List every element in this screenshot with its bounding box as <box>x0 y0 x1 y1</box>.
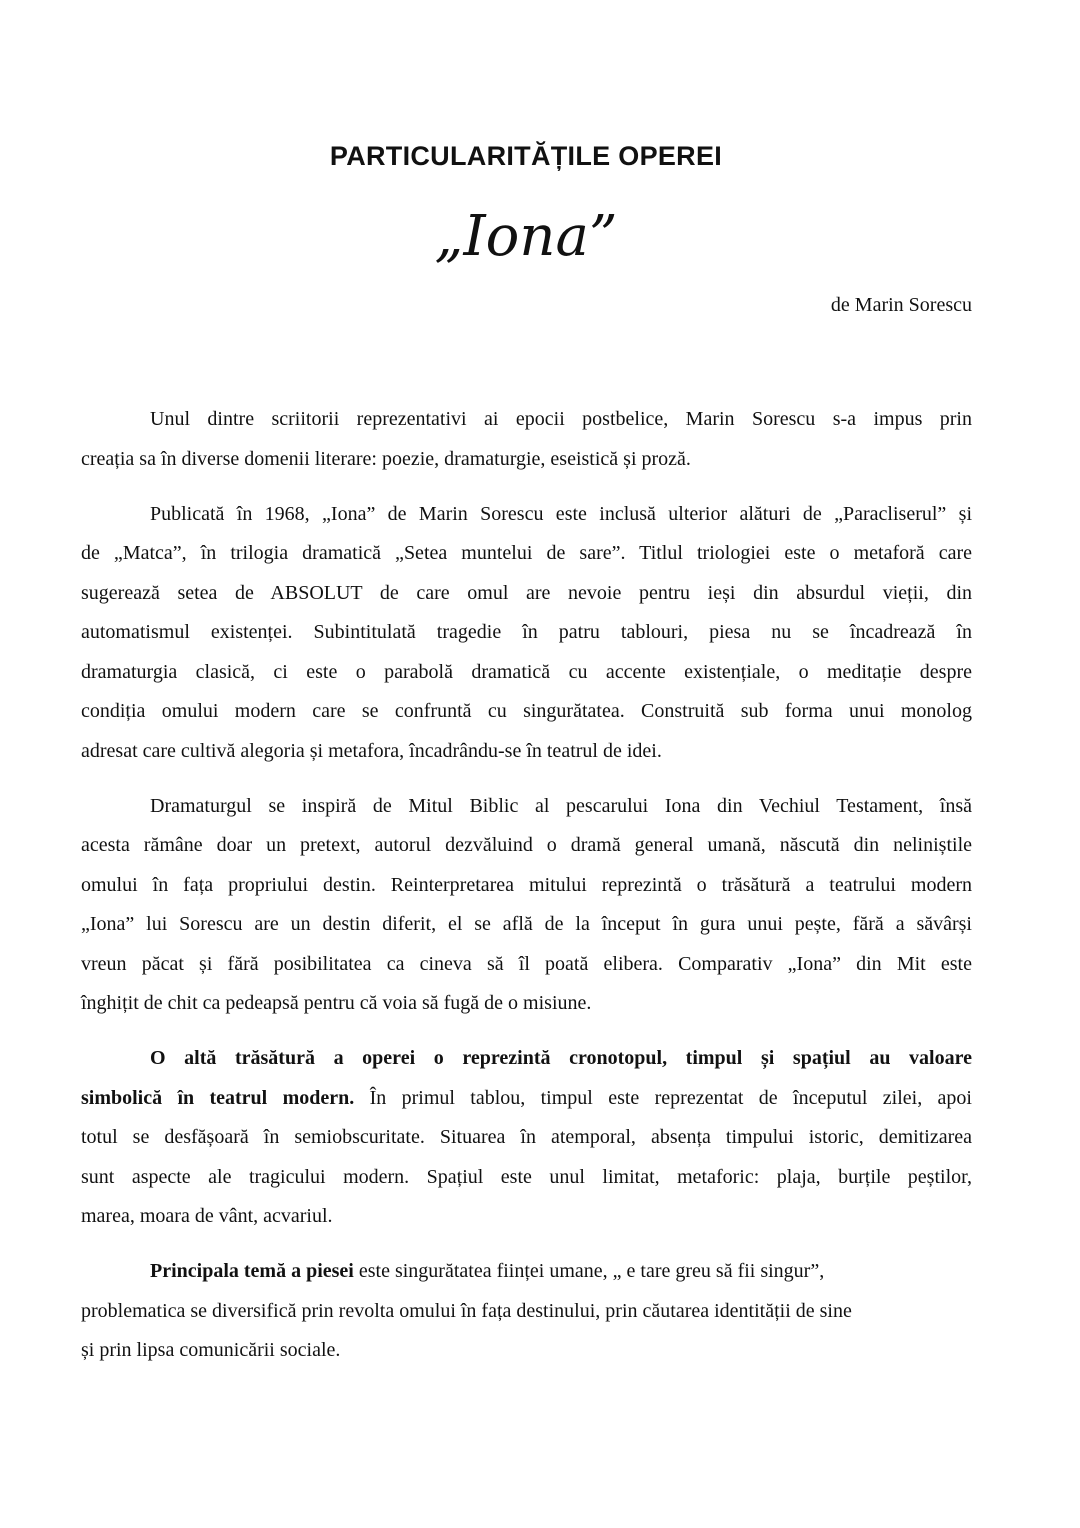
line-text: adresat care cultivă alegoria și metafora, încadrându-se în teatrul de idei. <box>81 739 662 762</box>
line-text: omului în fața propriului destin. Reinterpretarea mitului reprezintă o trăsătură a teatrului modern <box>81 873 972 896</box>
text-line <box>81 692 972 732</box>
line-text: marea, moara de vânt, acvariul. <box>81 1205 333 1227</box>
text-line <box>81 574 972 614</box>
text-line <box>81 787 972 827</box>
text-line <box>81 826 972 866</box>
line-text: vreun păcat și fără posibilitatea ca cineva să îl poată elibera. Comparativ „Iona” din Mit este <box>81 952 972 975</box>
text-line <box>81 905 972 945</box>
line-text: automatismul existenței. Subintitulată tragedie în patru tablouri, piesa nu se încadrează în <box>81 621 972 643</box>
line-text: În primul tablou, timpul este reprezentat de începutul zilei, apoi <box>354 1086 972 1109</box>
text-line <box>81 1039 972 1079</box>
text-line <box>81 1118 972 1158</box>
paragraph <box>81 787 972 1024</box>
document-title: PARTICULARITĂȚILE OPEREI <box>329 141 723 171</box>
line-text: înghițit de chit ca pedeapsă pentru că voia să fugă de o misiune. <box>81 992 592 1014</box>
text-line <box>81 866 972 906</box>
line-text: Publicată în 1968, „Iona” de Marin Sorescu este inclusă ulterior alături de „Paracliserul” și <box>150 502 972 525</box>
bold-text: Principala temă a piesei <box>150 1260 354 1282</box>
line-text: și prin lipsa comunicării sociale. <box>81 1339 341 1361</box>
text-line <box>81 440 972 480</box>
text-line <box>81 1079 972 1119</box>
text-line <box>81 1158 972 1198</box>
bold-text: simbolică în teatrul modern. <box>81 1086 355 1109</box>
text-line <box>81 984 972 1024</box>
line-text: sugerează setea de ABSOLUT de care omul are nevoie pentru ieși din absurdul vieții, din <box>81 581 972 604</box>
text-line <box>81 945 972 985</box>
line-text: condiția omului modern care se confruntă cu singurătatea. Construită sub forma unui monolog <box>81 700 972 722</box>
paragraph <box>81 495 972 772</box>
text-line <box>81 1331 972 1371</box>
document-body <box>81 400 972 1386</box>
line-text: „Iona” lui Sorescu are un destin diferit, el se află de la început în gura unui pește, fără a săvârși <box>81 913 972 935</box>
line-text: este singurătatea ființei umane, „ e tare greu să fii singur”, <box>353 1260 825 1282</box>
text-line <box>81 1292 972 1332</box>
line-text: de „Matca”, în trilogia dramatică „Setea muntelui de sare”. Titlul triologiei este o metaforă care <box>81 542 972 564</box>
line-text: creația sa în diverse domenii literare: poezie, dramaturgie, eseistică și proză. <box>81 447 691 470</box>
line-text: acesta rămâne doar un pretext, autorul dezvăluind o dramă general umană, născută din neliniștile <box>81 834 972 856</box>
line-text: problematica se diversifică prin revolta omului în fața destinului, prin căutarea identității de sine <box>81 1299 852 1322</box>
line-text: dramaturgia clasică, ci este o parabolă dramatică cu accente existențiale, o meditație despre <box>81 660 972 683</box>
work-title-handwritten: „Iona” <box>434 204 618 269</box>
text-line <box>81 732 972 772</box>
paragraph <box>81 400 972 479</box>
line-text: sunt aspecte ale tragicului modern. Spațiul este unul limitat, metaforic: plaja, burțile peștilor, <box>81 1165 972 1188</box>
line-text: Dramaturgul se inspiră de Mitul Biblic al pescarului Iona din Vechiul Testament, însă <box>150 794 972 817</box>
text-line <box>81 653 972 693</box>
paragraph <box>81 1039 972 1237</box>
text-line <box>81 400 972 440</box>
paragraph <box>81 1252 972 1371</box>
author-line: de Marin Sorescu <box>830 294 972 316</box>
line-text: totul se desfășoară în semiobscuritate. Situarea în atemporal, absența timpului istoric, demitizarea <box>81 1126 972 1148</box>
text-line <box>81 613 972 653</box>
text-line <box>81 1252 972 1292</box>
bold-text: O altă trăsătură a operei o reprezintă cronotopul, timpul și spațiul au valoare <box>150 1047 972 1069</box>
text-line <box>81 495 972 535</box>
text-line <box>81 534 972 574</box>
line-text: Unul dintre scriitorii reprezentativi ai epocii postbelice, Marin Sorescu s-a impus prin <box>150 408 972 430</box>
text-line <box>81 1197 972 1237</box>
